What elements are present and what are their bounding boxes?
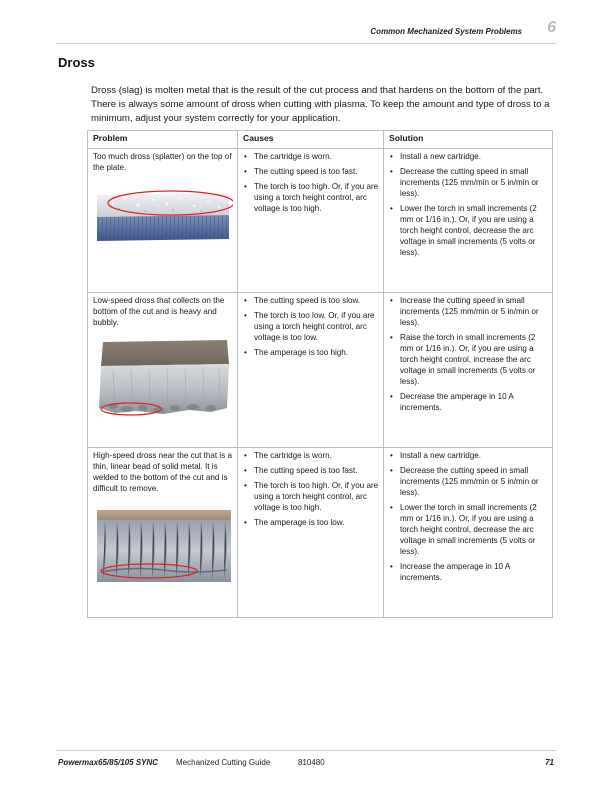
intro-paragraph: Dross (slag) is molten metal that is the result of the cut process and that hardens on the bottom of the part. There is always some amount of dross when cutting with plasma. To keep the amount and type of dross to a minimum, adjust your system correctly for your application.	[91, 85, 550, 124]
solution-item: • Increase the amperage in 10 A increments.	[389, 561, 548, 583]
problem-cell	[88, 149, 238, 293]
cause-item: • The cutting speed is too fast.	[243, 465, 379, 476]
cause-item: • The torch is too high. Or, if you are using a torch height control, arc voltage is too high.	[243, 181, 379, 214]
solution-item: • Raise the torch in small increments (2 mm or 1/16 in.). Or, if you are using a torch height control, increase the arc voltage in small increments (5 volts or less).	[389, 332, 548, 387]
header-rule	[56, 43, 556, 44]
table-row	[88, 149, 553, 293]
cause-item: • The cartridge is worn.	[243, 450, 379, 461]
table-row	[88, 448, 553, 618]
solution-item: • Lower the torch in small increments (2 mm or 1/16 in.). Or, if you are using a torch height control, decrease the arc voltage in small increments (5 volts or less).	[389, 502, 548, 557]
section-title: Dross	[58, 55, 95, 70]
footer-guide-title: Mechanized Cutting Guide	[176, 758, 271, 767]
causes-cell	[238, 293, 384, 448]
causes-cell	[238, 149, 384, 293]
footer-model: Powermax65/85/105 SYNC	[58, 758, 159, 767]
problem-text: High-speed dross near the cut that is a thin, linear bead of solid metal. It is welded to the bottom of the cut and is difficult to remove.	[93, 451, 233, 493]
page-footer	[58, 758, 554, 767]
header-problem: Problem	[88, 131, 238, 149]
table-row	[88, 293, 553, 448]
page-number: 71	[545, 758, 554, 767]
footer-part-number: 810480	[298, 758, 325, 767]
problem-cell	[88, 293, 238, 448]
cause-item: • The amperage is too low.	[243, 517, 379, 528]
cause-item: • The amperage is too high.	[243, 347, 379, 358]
cause-item: • The cutting speed is too fast.	[243, 166, 379, 177]
header-title: Common Mechanized System Problems	[370, 27, 522, 36]
top-dross-photo	[93, 185, 233, 243]
high-speed-dross-photo	[93, 508, 233, 586]
cause-item: • The torch is too high. Or, if you are using a torch height control, arc voltage is too high.	[243, 480, 379, 513]
footer-rule	[56, 750, 556, 751]
solution-item: • Lower the torch in small increments (2 mm or 1/16 in.). Or, if you are using a torch height control, decrease the arc voltage in small increments (5 volts or less).	[389, 203, 548, 258]
solution-item: • Decrease the amperage in 10 A increments.	[389, 391, 548, 413]
dross-table	[87, 130, 553, 618]
solution-item: • Decrease the cutting speed in small increments (125 mm/min or 5 in/min or less).	[389, 465, 548, 498]
solution-item: • Increase the cutting speed in small increments (125 mm/min or 5 in/min or less).	[389, 295, 548, 328]
solution-item: • Decrease the cutting speed in small increments (125 mm/min or 5 in/min or less).	[389, 166, 548, 199]
problem-text: Too much dross (splatter) on the top of the plate.	[93, 152, 232, 172]
cause-item: • The torch is too low. Or, if you are using a torch height control, arc voltage is too low.	[243, 310, 379, 343]
table-header-row	[88, 131, 553, 149]
solution-item: • Install a new cartridge.	[389, 450, 548, 461]
cause-item: • The cartridge is worn.	[243, 151, 379, 162]
problem-text: Low-speed dross that collects on the bottom of the cut and is heavy and bubbly.	[93, 296, 225, 327]
problem-cell	[88, 448, 238, 618]
header-solution: Solution	[384, 131, 553, 149]
causes-cell	[238, 448, 384, 618]
low-speed-dross-photo	[93, 338, 233, 420]
chapter-number: 6	[547, 19, 556, 36]
header-causes: Causes	[238, 131, 384, 149]
solution-cell	[384, 293, 553, 448]
solution-cell	[384, 448, 553, 618]
cause-item: • The cutting speed is too slow.	[243, 295, 379, 306]
solution-cell	[384, 149, 553, 293]
solution-item: • Install a new cartridge.	[389, 151, 548, 162]
